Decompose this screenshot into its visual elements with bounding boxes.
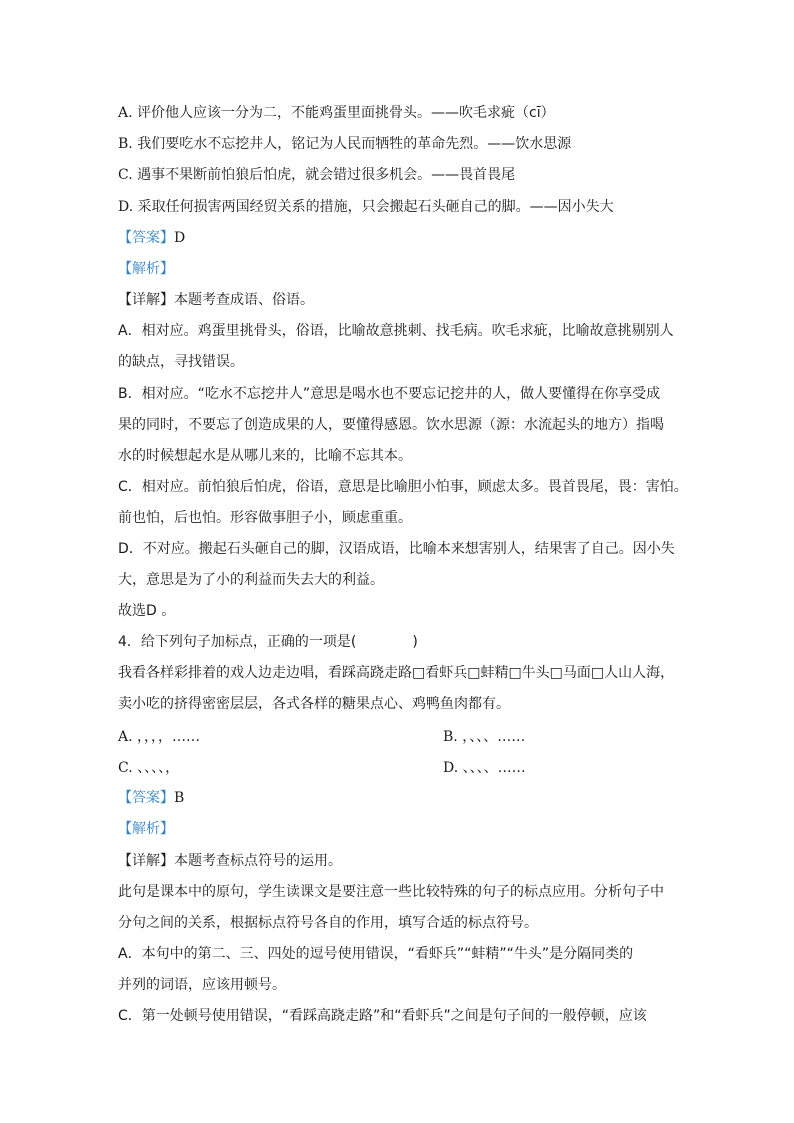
- q4-explanation-line: C．第一处顿号使用错误，“看踩高跷走路”和“看虾兵”之间是句子间的一般停顿，应该: [118, 1008, 647, 1024]
- q4-answer: 【答案】B: [118, 790, 185, 806]
- q3-option-c: C. 遇事不果断前怕狼后怕虎，就会错过很多机会。——畏首畏尾: [118, 167, 516, 183]
- q4-option-c: C. 、、、、，: [118, 760, 180, 776]
- q3-explanation-line: C．相对应。前怕狼后怕虎，俗语，意思是比喻胆小怕事，顾虑太多。畏首畏尾，畏：害怕。: [118, 479, 688, 495]
- q4-sentence-line: 我看各样彩排着的戏人边走边唱，看踩高跷走路□看虾兵□蚌精□牛头□马面□人山人海，: [118, 665, 675, 681]
- q3-explanation-line: A．相对应。鸡蛋里挑骨头，俗语，比喻故意挑刺、找毛病。吹毛求疵，比喻故意挑剔别人: [118, 323, 674, 339]
- q3-detail: 【详解】本题考查成语、俗语。: [118, 292, 314, 308]
- q4-stem: 4．给下列句子加标点，正确的一项是( ): [118, 634, 418, 650]
- q3-option-b: B. 我们要吃水不忘挖井人，铭记为人民而牺牲的革命先烈。——饮水思源: [118, 136, 572, 152]
- q4-explanation-line: 分句之间的关系，根据标点符号各自的作用，填写合适的标点符号。: [118, 915, 538, 931]
- q3-explanation-line: 大，意思是为了小的利益而失去大的利益。: [118, 572, 384, 588]
- q4-analysis-tag: 【解析】: [118, 821, 174, 837]
- q3-explanation-line: B．相对应。“吃水不忘挖井人”意思是喝水也不要忘记挖井的人，做人要懂得在你享受成: [118, 386, 661, 402]
- q4-option-b: B. ，、、、……: [443, 729, 526, 745]
- q3-option-a: A. 评价他人应该一分为二，不能鸡蛋里面挑骨头。——吹毛求疵（cī）: [118, 105, 555, 121]
- q4-sentence-line: 卖小吃的挤得密密层层，各式各样的糖果点心、鸡鸭鱼肉都有。: [118, 696, 510, 712]
- q3-explanation-line: 水的时候想起水是从哪儿来的，比喻不忘其本。: [118, 448, 412, 464]
- q4-explanation-line: 并列的词语，应该用顿号。: [118, 977, 286, 993]
- q4-option-a: A. ，，，，……: [118, 729, 201, 745]
- q3-analysis-tag: 【解析】: [118, 261, 174, 277]
- q3-answer: 【答案】D: [118, 230, 186, 246]
- q3-explanation-line: D．不对应。搬起石头砸自己的脚，汉语成语，比喻本来想害别人，结果害了自己。因小失: [118, 541, 675, 557]
- q3-explanation-line: 的缺点，寻找错误。: [118, 354, 244, 370]
- q3-explanation-line: 果的同时，不要忘了创造成果的人，要懂得感恩。饮水思源（源：水流起头的地方）指喝: [118, 417, 664, 433]
- q3-option-d: D. 采取任何损害两国经贸关系的措施，只会搬起石头砸自己的脚。——因小失大: [118, 199, 614, 215]
- q3-explanation-line: 前也怕，后也怕。形容做事胆子小，顾虑重重。: [118, 510, 412, 526]
- q4-option-d: D. 、、、、……: [443, 760, 526, 776]
- q4-explanation-line: A．本句中的第二、三、四处的逗号使用错误，“看虾兵”“蚌精”“牛头”是分隔同类的: [118, 946, 634, 962]
- q4-detail: 【详解】本题考查标点符号的运用。: [118, 853, 342, 869]
- q4-explanation-line: 此句是课本中的原句，学生读课文是要注意一些比较特殊的句子的标点应用。分析句子中: [118, 884, 664, 900]
- q3-conclusion: 故选D 。: [118, 603, 176, 619]
